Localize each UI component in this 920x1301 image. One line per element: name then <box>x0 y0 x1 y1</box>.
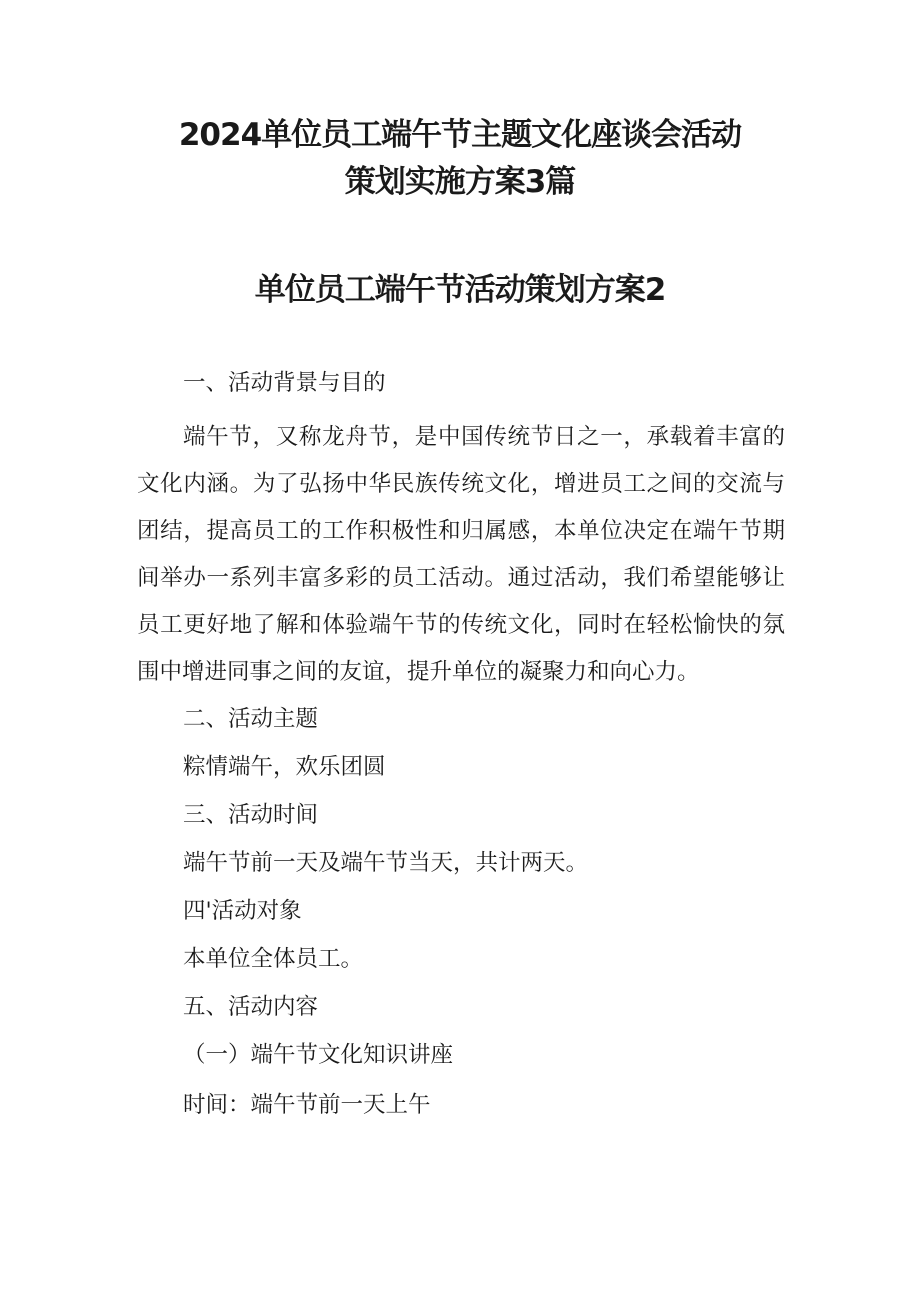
section-2-heading: 二、活动主题 <box>183 706 319 732</box>
section-3-body: 端午节前一天及端午节当天，共计两天。 <box>183 850 589 876</box>
section-5-subheading-1: （一）端午节文化知识讲座 <box>183 1042 454 1068</box>
section-2-body: 粽情端午，欢乐团圆 <box>183 754 386 780</box>
section-5-heading: 五、活动内容 <box>183 994 319 1020</box>
section-1-heading: 一、活动背景与目的 <box>183 370 386 396</box>
document-title-line2: 策划实施方案3篇 <box>344 164 576 200</box>
section-3-heading: 三、活动时间 <box>183 802 319 828</box>
section-4-body: 本单位全体员工。 <box>183 946 364 972</box>
document-title-line1: 2024单位员工端午节主题文化座谈会活动 <box>178 117 742 153</box>
document-subtitle: 单位员工端午节活动策划方案2 <box>254 272 666 308</box>
section-1-body: 端午节，又称龙舟节，是中国传统节日之一，承载着丰富的文化内涵。为了弘扬中华民族传统文化，增进员工之间的交流与团结，提高员工的工作积极性和归属感，本单位决定在端午节期间举办一系列丰富多彩的员工活动。通过活动，我们希望能够让员工更好地了解和体验端午节的传统文化，同时在轻松愉快的氛围中增进同事之间的友谊，提升单位的凝聚力和向心力。 <box>137 424 785 685</box>
section-4-heading: 四'活动对象 <box>183 898 302 924</box>
section-5-time: 时间：端午节前一天上午 <box>183 1092 431 1118</box>
